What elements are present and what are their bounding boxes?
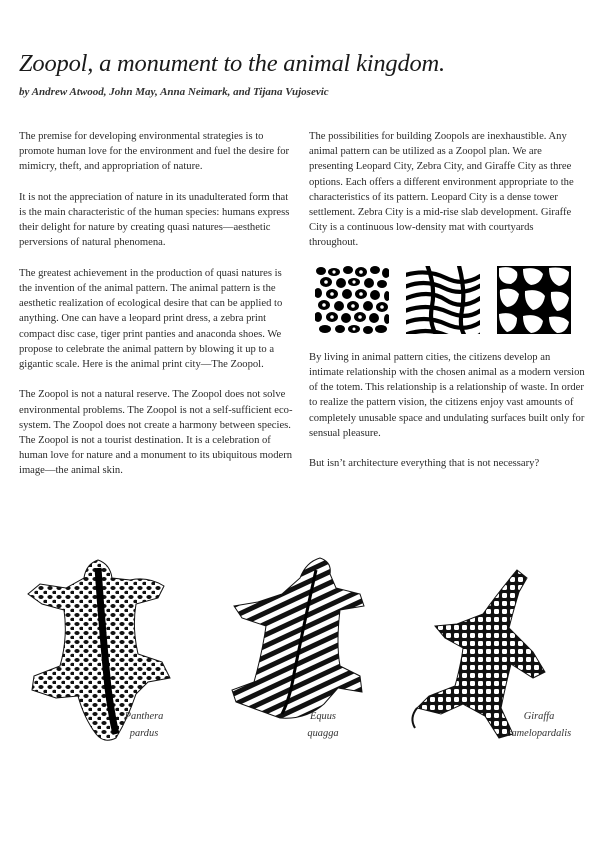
giraffe-pattern-swatch — [497, 266, 571, 334]
authors-byline: by Andrew Atwood, John May, Anna Neimark, and Tijana Vujosevic — [19, 86, 329, 98]
caption-genus: Equus — [310, 711, 336, 722]
leopard-pattern-swatch — [315, 266, 389, 334]
caption-genus: Panthera — [124, 711, 164, 722]
paragraph: But isn’t architecture everything that is not necessary? — [309, 458, 540, 470]
paragraph: By living in animal pattern cities, the citizens develop an intimate relationship with the chosen animal as a modern version of the totem. This relationship is a relationship of waste. In order to realize the pattern vision, the citizens enjoy vast amounts of completely unusable space and undulating surfaces built only for sensual pleasure. — [309, 351, 585, 439]
paragraph: The premise for developing environmental strategies is to promote human love for the environment and fuel the desire for mimicry, theft, and appropriation of nature. — [19, 131, 290, 173]
caption-zebra — [298, 708, 348, 742]
left-column — [19, 129, 294, 494]
zebra-skin-image — [220, 554, 370, 724]
caption-leopard — [114, 708, 174, 742]
caption-species: quagga — [307, 728, 339, 739]
caption-genus: Giraffa — [523, 711, 555, 722]
right-column — [309, 129, 585, 487]
caption-giraffe — [498, 708, 580, 742]
caption-species: camelopardalis — [506, 728, 572, 739]
article-title: Zoopol, a monument to the animal kingdom. — [19, 50, 445, 77]
pattern-swatches — [315, 266, 585, 336]
paragraph: The Zoopol is not a natural reserve. The Zoopol does not solve environmental problems. The Zoopol is not a self-sufficient eco-system. The Zoopol does not create a harmony between species. The Zoopol is not a tourist destination. It is a celebration of human love for nature and a monument to its ubiquitous modern image—the animal skin. — [19, 389, 293, 477]
animal-skins-illustration — [20, 548, 580, 758]
zebra-pattern-swatch — [406, 266, 480, 334]
paragraph: It is not the appreciation of nature in its unadulterated form that is the main characteristic of the human species: humans express their delight for nature by creating quasi natures—aesthetic perversions of natural phenomena. — [19, 191, 290, 249]
caption-species: pardus — [129, 728, 159, 739]
paragraph: The greatest achievement in the production of quasi natures is the invention of the animal pattern. The animal pattern is the aesthetic realization of ecological desire that can be applied to anything. One can have a leopard print dress, a zebra print compact disc case, tiger print panties and anaconda shoes. We propose to celebrate the animal pattern by blowing it up to a gigantic scale. Here is the animal print city—The Zoopol. — [19, 267, 283, 371]
paragraph: The possibilities for building Zoopols are inexhaustible. Any animal pattern can be utilized as a Zoopol plan. We are presenting Leopard City, Zebra City, and Giraffe City as three options. Each offers a different environment appropriate to the characteristics of its pattern. Leopard City is a dense tower settlement. Zebra City is a mid-rise slab development. Giraffe City is a continuous low-density mat with courtyards throughout. — [309, 131, 574, 249]
